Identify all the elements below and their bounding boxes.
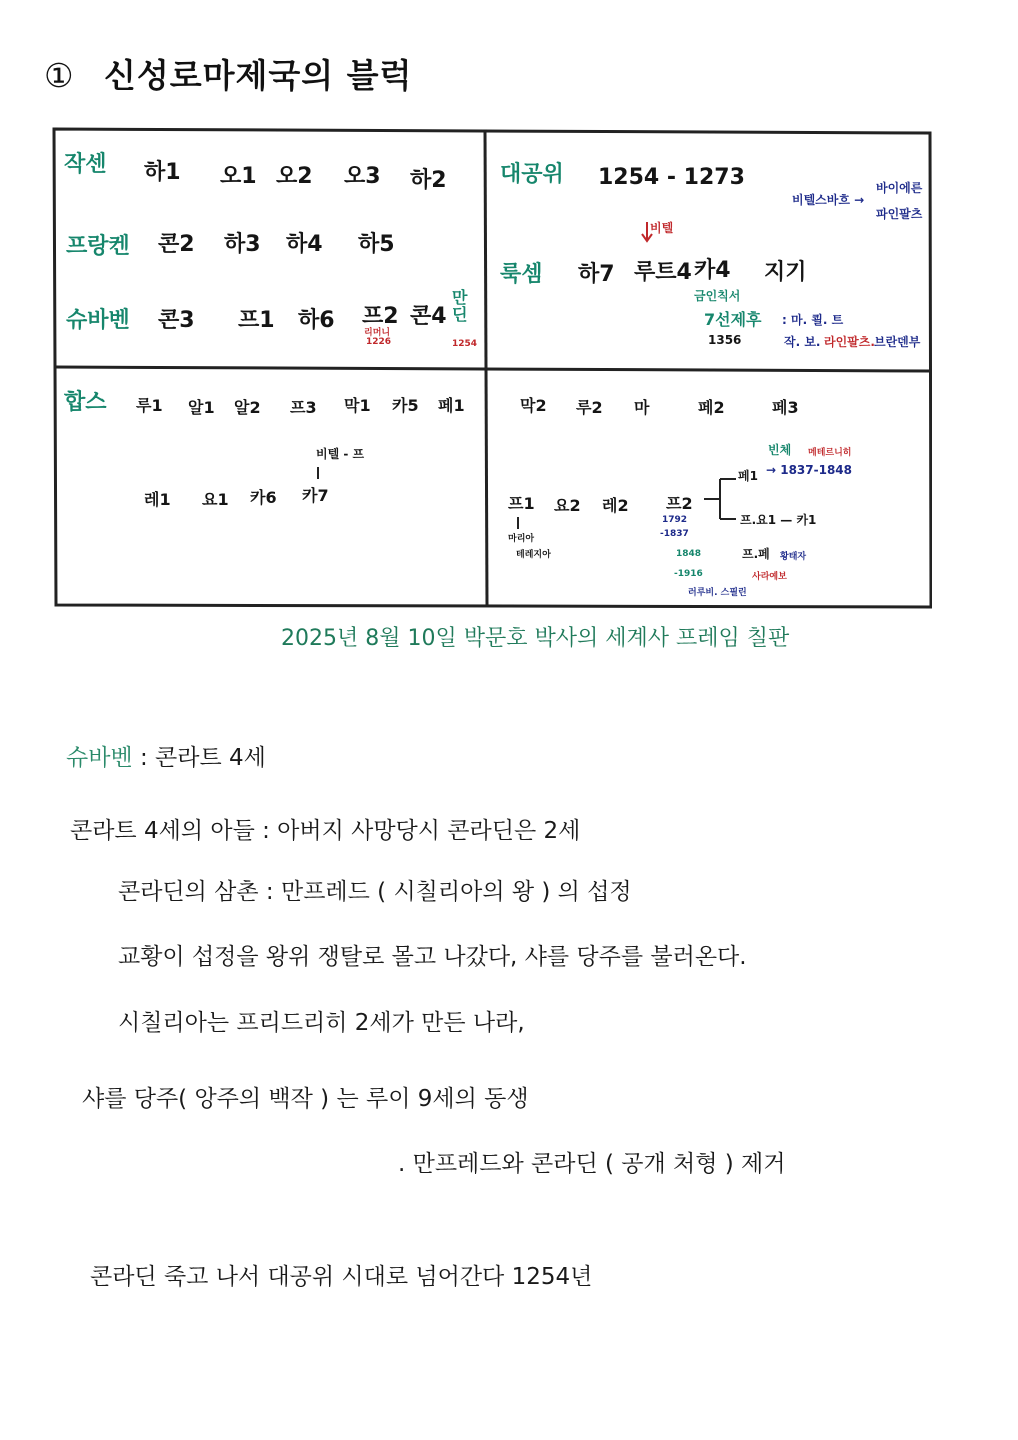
q4-bottom: 러루비. 스필린 [688, 588, 747, 598]
q3-item: 막1 [344, 396, 371, 415]
q3-row2-item: 카7 [302, 486, 329, 505]
q4-sarajevo: 사라예보 [752, 572, 787, 582]
q3-item: 프3 [290, 398, 317, 417]
q4-red-top: 메테르니히 [808, 448, 852, 458]
q2-label: 대공위 [500, 162, 564, 187]
q2-item: 하7 [578, 262, 615, 287]
note-line: . 만프레드와 콘라딘 ( 공개 처형 ) 제거 [398, 1151, 786, 1177]
q4-item: 페3 [772, 398, 799, 417]
q4-row2-item: 프1 [508, 494, 535, 513]
q2-electors: 브란덴부 [874, 335, 921, 349]
q4-item: 페2 [698, 398, 725, 417]
q4-item: 막2 [520, 396, 547, 415]
q4-item: 마 [634, 398, 650, 417]
q2-electors: 작. 보. [784, 335, 821, 349]
q3-item: 페1 [438, 396, 465, 415]
q4-pe1: 페1 [738, 469, 758, 483]
q2-blue-note: 비텔스바흐 → [792, 193, 865, 207]
title-text: 신성로마제국의 블럭 [104, 56, 413, 95]
q4-year: 1792 [662, 515, 688, 525]
q3-row2-item: 요1 [202, 490, 229, 509]
q1-row3-item: 하6 [298, 308, 335, 333]
q2-electors-red: 라인팔츠. [824, 335, 875, 349]
q2-green-note: 7선제후 [704, 310, 762, 329]
q1-red-year: 1226 [366, 337, 392, 347]
q4-item: 루2 [576, 398, 603, 417]
q4-fp: 프.페 [742, 547, 770, 561]
note-line: 콘라딘 죽고 나서 대공위 시대로 넘어간다 1254년 [90, 1264, 593, 1290]
q2-blue-note: 파인팔츠 [876, 207, 923, 221]
q2-red-note: 비텔 [650, 221, 674, 235]
title-number: ① [44, 56, 75, 95]
q4-row2-item: 요2 [554, 496, 581, 515]
q3-item: 알2 [234, 398, 261, 417]
q4-row2-item: 레2 [602, 496, 629, 515]
q3-item: 카5 [392, 396, 419, 415]
q2-item: 카4 [694, 258, 731, 283]
q1-row3-label: 슈바벤 [66, 308, 130, 333]
note-line: 교황이 섭정을 왕위 쟁탈로 몰고 나갔다, 샤를 당주를 불러온다. [118, 944, 747, 970]
q3-row2-item: 카6 [250, 488, 277, 507]
q2-green-note: 금인칙서 [694, 289, 741, 303]
q4-fy: 프.요1 — 카1 [740, 513, 817, 527]
q1-row1-item: 오2 [276, 164, 313, 189]
q4-fp-note: 황태자 [780, 552, 807, 562]
q3-item: 알1 [188, 398, 215, 417]
q4-maria: 마리아 [508, 534, 535, 544]
q1-row3-item: 콘3 [158, 308, 195, 333]
q1-row1-label: 작센 [64, 152, 107, 177]
q4-year: -1837 [660, 529, 689, 539]
q1-row1-item: 하2 [410, 168, 447, 193]
q1-row3-item: 프1 [238, 308, 275, 333]
note-line: 샤를 당주( 앙주의 백작 ) 는 루이 9세의 동생 [82, 1086, 529, 1112]
q1-side-note: 만 딘 [452, 288, 468, 324]
q2-year: 1356 [708, 333, 742, 347]
q1-row1-item: 오1 [220, 164, 257, 189]
photo-caption: 2025년 8월 10일 박문호 박사의 세계사 프레임 칠판 [281, 626, 790, 651]
note-label: 슈바벤 [66, 745, 133, 771]
q2-item: 지기 [764, 260, 807, 285]
q2-row-label: 룩셈 [500, 262, 543, 287]
q1-side-year: 1254 [452, 339, 478, 349]
q1-row2-item: 하5 [358, 232, 395, 257]
q4-green-top: 빈체 [768, 443, 792, 457]
q4-year: 1848 [676, 549, 702, 559]
q1-row3-item: 프2 [362, 304, 399, 329]
q4-row2-item: 프2 [666, 494, 693, 513]
q2-blue-note: 바이에른 [876, 181, 923, 195]
note-text: : 콘라트 4세 [132, 745, 266, 771]
q2-electors: : 마. 쾰. 트 [782, 313, 844, 327]
q4-theresia: 테레지아 [516, 550, 551, 560]
q1-row2-item: 하4 [286, 232, 323, 257]
q3-note: 비텔 - 프 [316, 447, 365, 461]
q2-years: 1254 - 1273 [598, 165, 745, 190]
note-line [66, 739, 266, 772]
q1-row3-item: 콘4 [410, 304, 447, 329]
whiteboard-photo [52, 127, 932, 609]
q4-pe1-years: → 1837-1848 [766, 463, 853, 477]
q1-row1-item: 하1 [144, 160, 181, 185]
note-line: 콘라트 4세의 아들 : 아버지 사망당시 콘라딘은 2세 [70, 818, 581, 844]
page-title [44, 50, 412, 97]
q4-year: -1916 [674, 569, 703, 579]
q3-row2-item: 레1 [144, 490, 171, 509]
note-line: 콘라딘의 삼촌 : 만프레드 ( 시칠리아의 왕 ) 의 섭정 [118, 879, 632, 905]
q1-row2-item: 콘2 [158, 232, 195, 257]
q3-label: 합스 [64, 390, 107, 415]
q1-row2-item: 하3 [224, 232, 261, 257]
q3-item: 루1 [136, 396, 163, 415]
q2-item: 루트4 [634, 260, 692, 285]
q1-row1-item: 오3 [344, 164, 381, 189]
q1-red-note: 리머니 [364, 328, 391, 338]
q1-row2-label: 프랑켄 [66, 234, 130, 259]
note-line: 시칠리아는 프리드리히 2세가 만든 나라, [118, 1010, 525, 1036]
